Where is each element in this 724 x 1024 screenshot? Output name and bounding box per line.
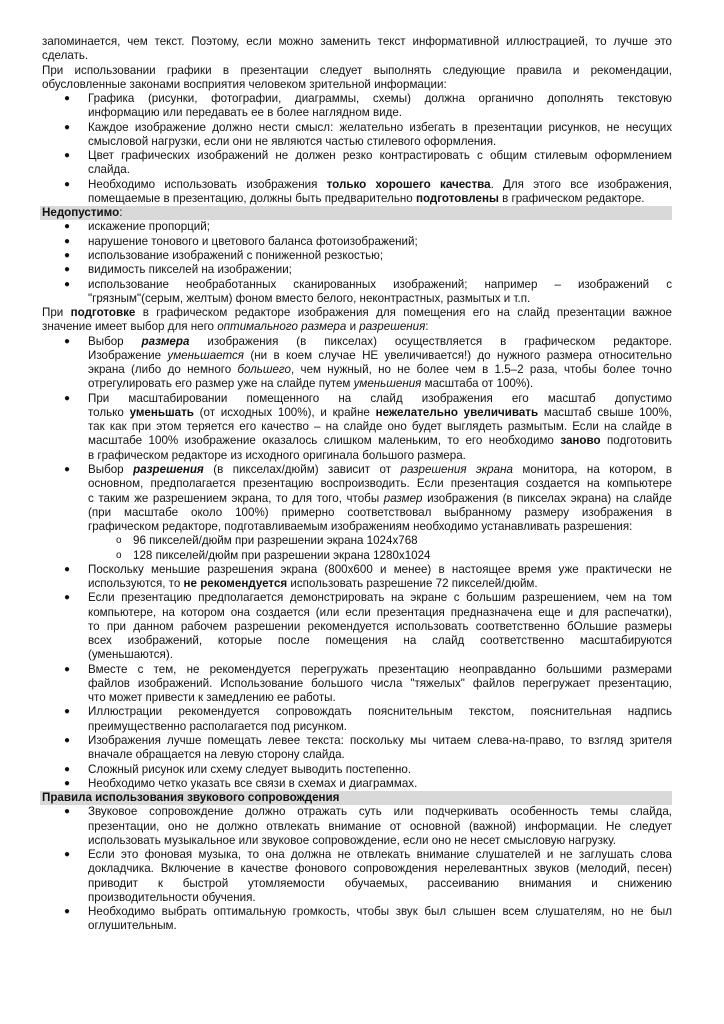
text-run: отрегулировать его размер уже на слайде путем (88, 377, 354, 391)
text-run: (при масштабе около 100%) примерно соответствовал выбранному размеру изображения в (88, 505, 672, 519)
sub-bullet-item (42, 549, 672, 563)
italic-text: разрешения экрана (400, 462, 513, 476)
text-run: масштаб свыше 100%, (538, 405, 673, 419)
italic-text: большего (237, 363, 291, 377)
bullet-dot-icon: ● (64, 463, 71, 475)
italic-text: размер (383, 491, 423, 505)
bullet-dot-icon: ● (64, 735, 71, 747)
text-line (133, 534, 672, 548)
text-line (88, 135, 672, 149)
text-line (88, 606, 672, 620)
text-run: Цвет графических изображений не должен резко контрастировать с общим стилевым оформлением (88, 149, 672, 163)
text-run: что может привести к замедлению ее работы. (88, 691, 336, 705)
bullet-circle-icon: o (116, 549, 122, 561)
bullet-item (42, 278, 672, 307)
bold-text: нежелательно увеличивать (375, 405, 539, 419)
text-line (88, 720, 672, 734)
text-run: : (119, 206, 123, 220)
text-run: только (88, 405, 130, 419)
bullet-dot-icon: ● (64, 849, 71, 861)
bullet-dot-icon: ● (64, 278, 71, 290)
text-run: с таким же разрешением экрана, то для того, чтобы (88, 491, 384, 505)
bullet-dot-icon: ● (64, 150, 71, 162)
text-line (88, 663, 672, 677)
bullet-dot-icon: ● (64, 121, 71, 133)
text-line (88, 748, 672, 762)
bullet-item (42, 591, 672, 662)
text-line (88, 121, 672, 135)
text-line (88, 905, 672, 919)
italic-text: разрешения (359, 320, 426, 334)
bullet-item (42, 263, 672, 277)
text-run: компьютере, на котором она создается (или если презентация предназначена еще и для распечатки), (88, 605, 672, 619)
text-run: Звуковое сопровождение должно отражать суть или подчеркивать особенность темы слайда, (88, 805, 672, 819)
text-line (88, 192, 672, 206)
text-line (42, 78, 672, 92)
bullet-dot-icon: ● (64, 335, 71, 347)
text-line (88, 492, 672, 506)
text-run: : (425, 320, 429, 334)
text-run: . Для этого все изображения, (490, 177, 673, 191)
text-line (88, 178, 672, 192)
sub-bullet-item (42, 534, 672, 548)
bullet-item (42, 905, 672, 934)
text-line (88, 106, 672, 120)
text-line (88, 406, 672, 420)
text-line (88, 520, 672, 534)
text-line (88, 763, 672, 777)
paragraph (42, 306, 672, 335)
bullet-dot-icon: ● (64, 663, 71, 675)
bullet-item (42, 235, 672, 249)
text-line (88, 563, 672, 577)
text-line (42, 206, 672, 220)
bullet-dot-icon: ● (64, 706, 71, 718)
text-run: обусловленные законами восприятия человеком зрительной информации: (42, 77, 447, 91)
bullet-dot-icon: ● (64, 563, 71, 575)
text-run: использование необработанных сканированных изображений; например – изображений с (88, 277, 672, 291)
text-run: оглушительным. (88, 919, 177, 933)
text-run: экрана (либо до немного (88, 363, 238, 377)
text-line (88, 648, 672, 662)
text-line (42, 320, 672, 334)
bullet-item (42, 563, 672, 592)
text-run: Поскольку меньшие разрешения экрана (800x600 и менее) в настоящее время уже практически не (88, 562, 672, 576)
bold-text: подготовлены (415, 191, 499, 205)
bullet-dot-icon: ● (64, 93, 71, 105)
text-run: Изображения лучше помещать левее текста: поскольку мы читаем слева-на-право, то взгляд зрителя (88, 734, 672, 748)
text-run: 128 пикселей/дюйм при разрешении экрана 1280x1024 (133, 548, 431, 562)
paragraph (42, 35, 672, 64)
text-run: презентации, оно не должно отвлекать внимание от основной (важной) информации. Не следует (88, 819, 672, 833)
bullet-dot-icon: ● (64, 906, 71, 918)
bold-text: Недопустимо (42, 206, 120, 220)
bullet-dot-icon: ● (64, 178, 71, 190)
text-run: Иллюстрации рекомендуется сопровождать пояснительным текстом, пояснительная надпись (88, 705, 672, 719)
text-line (88, 577, 672, 591)
bold-text: только хорошего качества (326, 177, 491, 191)
text-run: Необходимо четко указать все связи в схемах и диаграммах. (88, 776, 418, 790)
text-line (88, 919, 672, 933)
text-run: изображения (в пикселах) осуществляется в графическом редакторе. (189, 334, 672, 348)
text-line (88, 349, 672, 363)
bullet-dot-icon: ● (64, 221, 71, 233)
text-run: видимость пикселей на изображении; (88, 263, 292, 277)
text-run: то при данном рабочем разрешении рекомендуется использовать соответственно бОльшие размеры (88, 619, 672, 633)
text-line (88, 249, 672, 263)
text-run: Выбор (88, 462, 134, 476)
text-line (88, 477, 672, 491)
text-line (88, 235, 672, 249)
text-run: При (42, 306, 71, 320)
text-run: Каждое изображение должно нести смысл: желательно избегать в презентации рисунков, не несущих (88, 120, 672, 134)
text-line (88, 278, 672, 292)
text-run: докладчика. Включение в качестве фонового сопровождения нерелевантных звуков (мелодий, песен) (88, 862, 672, 876)
text-run: использование изображений с пониженной резкостью; (88, 248, 384, 262)
text-line (88, 449, 672, 463)
text-run: приводит к быстрой утомляемости обучаемых, рассеиванию внимания и снижению (88, 876, 672, 890)
bullet-item (42, 92, 672, 121)
text-line (88, 834, 672, 848)
text-run: (от исходных 100%), и крайне (193, 405, 376, 419)
bullet-dot-icon: ● (64, 806, 71, 818)
text-line (88, 848, 672, 862)
bullet-item (42, 335, 672, 392)
text-run: основном, предполагается презентацию воспроизводить. Если презентация создается на компьютере (88, 477, 672, 491)
text-line (42, 49, 672, 63)
bullet-item (42, 663, 672, 706)
bold-text: подготовке (70, 306, 136, 320)
text-run: вначале обращается на левую сторону слайда. (88, 748, 345, 762)
text-line (88, 805, 672, 819)
text-run: (уменьшаются). (88, 648, 173, 662)
bullet-item (42, 805, 672, 848)
text-run: При масштабировании помещенного на слайд изображения его масштаб допустимо (88, 391, 672, 405)
italic-text: уменьшается (167, 348, 244, 362)
text-run: преимущественно располагается под рисунком. (88, 719, 348, 733)
text-line (88, 705, 672, 719)
text-run: масштабе 100% изображение оказалось слишком маленьким, то его необходимо (88, 434, 561, 448)
text-run: и (346, 320, 360, 334)
text-line (88, 292, 672, 306)
bullet-dot-icon: ● (64, 777, 71, 789)
text-run: слайда. (88, 163, 130, 177)
bullet-item (42, 121, 672, 150)
text-run: Выбор (88, 334, 142, 348)
section-heading (40, 206, 672, 220)
text-line (88, 335, 672, 349)
bullet-item (42, 734, 672, 763)
italic-text: уменьшения (353, 377, 422, 391)
text-run: масштаба от 100%). (421, 377, 534, 391)
text-line (88, 463, 672, 477)
text-run: используются, то (88, 577, 184, 591)
text-line (88, 263, 672, 277)
text-run: (в пикселах/дюйм) зависит от (203, 462, 401, 476)
bullet-item (42, 149, 672, 178)
document-page (42, 35, 672, 934)
bullet-dot-icon: ● (64, 763, 71, 775)
text-run: подготовить (600, 434, 672, 448)
text-run: изображения (в пикселах экрана) на слайде (422, 491, 673, 505)
text-line (88, 820, 672, 834)
text-run: в графическом редакторе изображения для помещения его на слайд презентации важное (135, 306, 672, 320)
text-line (88, 677, 672, 691)
text-line (133, 549, 672, 563)
bold-italic-text: разрешения (133, 462, 204, 476)
paragraph (42, 64, 672, 93)
text-line (42, 791, 672, 805)
text-line (88, 506, 672, 520)
text-run: "грязным"(серым, желтым) фоном вместо белого, неконтрастных, размытых и т.п. (88, 291, 531, 305)
text-run: , чем нужный, но не более чем в 1.5–2 раза, чтобы более точно (290, 363, 672, 377)
text-run: Если это фоновая музыка, то она должна не отвлекать внимание слушателей и не заглушать слова (88, 848, 672, 862)
text-run: Необходимо использовать изображения (88, 177, 327, 191)
bullet-dot-icon: ● (64, 392, 71, 404)
bullet-dot-icon: ● (64, 264, 71, 276)
text-line (88, 434, 672, 448)
text-line (88, 163, 672, 177)
text-run: в графическом редакторе из исходного оригинала большого размера. (88, 448, 466, 462)
section-heading (40, 791, 672, 805)
bullet-item (42, 463, 672, 534)
text-line (88, 734, 672, 748)
bold-text: Правила использования звукового сопровождения (42, 791, 340, 805)
italic-text: оптимального размера (217, 320, 347, 334)
text-line (88, 363, 672, 377)
bold-italic-text: размера (141, 334, 190, 348)
bold-text: заново (560, 434, 601, 448)
text-line (88, 691, 672, 705)
text-line (88, 620, 672, 634)
bullet-dot-icon: ● (64, 249, 71, 261)
text-run: файлов изображений. Использование большого числа "тяжелых" файлов перегружает презентацию, (88, 676, 672, 690)
text-run: Сложный рисунок или схему следует выводить постепенно. (88, 762, 412, 776)
bold-text: уменьшать (129, 405, 194, 419)
bullet-item (42, 178, 672, 207)
bullet-item (42, 220, 672, 234)
text-line (88, 634, 672, 648)
text-run: графическом редакторе, подготавливаемым изображениям необходимо устанавливать разрешения: (88, 520, 633, 534)
bullet-dot-icon: ● (64, 592, 71, 604)
text-run: искажение пропорций; (88, 220, 210, 234)
text-run: в графическом редакторе. (498, 191, 645, 205)
bullet-item (42, 777, 672, 791)
text-run: Графика (рисунки, фотографии, диаграммы, схемы) должна органично дополнять текстовую (88, 92, 672, 106)
text-run: использовать разрешение 72 пикселей/дюйм. (287, 577, 538, 591)
bullet-item (42, 763, 672, 777)
text-run: Если презентацию предполагается демонстрировать на экране с большим разрешением, чем на том (88, 591, 672, 605)
text-run: помещаемые в презентацию, должны быть предварительно (88, 191, 416, 205)
text-line (88, 891, 672, 905)
text-line (42, 306, 672, 320)
text-run: монитора, на котором, в (512, 462, 673, 476)
text-run: Изображение (88, 348, 168, 362)
text-line (88, 92, 672, 106)
text-run: (ни в коем случае НЕ увеличивается!) до нужного размера относительно (243, 348, 672, 362)
text-run: запоминается, чем текст. Поэтому, если можно заменить текст информативной иллюстрацией, то лучше это (42, 35, 672, 48)
bullet-dot-icon: ● (64, 235, 71, 247)
text-line (88, 777, 672, 791)
text-line (88, 220, 672, 234)
text-run: сделать. (42, 49, 89, 63)
text-run: всех изображений, которые после помещения на слайд соответственно масштабируются (88, 634, 672, 648)
text-run: Необходимо выбрать оптимальную громкость, чтобы звук был слышен всем слушателям, но не был (88, 905, 672, 919)
text-run: производительности обучения. (88, 890, 256, 904)
text-run: нарушение тонового и цветового баланса фотоизображений; (88, 234, 418, 248)
text-line (88, 420, 672, 434)
text-line (88, 392, 672, 406)
text-line (88, 149, 672, 163)
text-run: значение имеет выбор для него (42, 320, 218, 334)
bullet-circle-icon: o (116, 535, 122, 547)
text-line (88, 862, 672, 876)
text-line (88, 877, 672, 891)
bold-text: не рекомендуется (183, 577, 288, 591)
text-line (42, 64, 672, 78)
text-run: Вместе с тем, не рекомендуется перегружать презентацию неоправданно большими размерами (88, 662, 672, 676)
text-run: При использовании графики в презентации следует выполнять следующие правила и рекомендации, (42, 63, 672, 77)
text-run: смысловой нагрузки, если они не являются частью стилевого оформления. (88, 134, 497, 148)
bullet-item (42, 249, 672, 263)
bullet-item (42, 392, 672, 463)
text-line (42, 35, 672, 49)
text-line (88, 377, 672, 391)
bullet-item (42, 848, 672, 905)
text-run: так как при этом теряется его качество – на слайде оно будет выглядеть размытым. Если на слайде в (88, 420, 672, 434)
text-run: использовать музыкальное или звуковое сопровождение, если оно не несет смысловую нагрузку. (88, 833, 616, 847)
bullet-item (42, 705, 672, 734)
text-line (88, 591, 672, 605)
text-run: информацию или передавать ее в более наглядном виде. (88, 106, 403, 120)
text-run: 96 пикселей/дюйм при разрешении экрана 1024x768 (133, 534, 418, 548)
